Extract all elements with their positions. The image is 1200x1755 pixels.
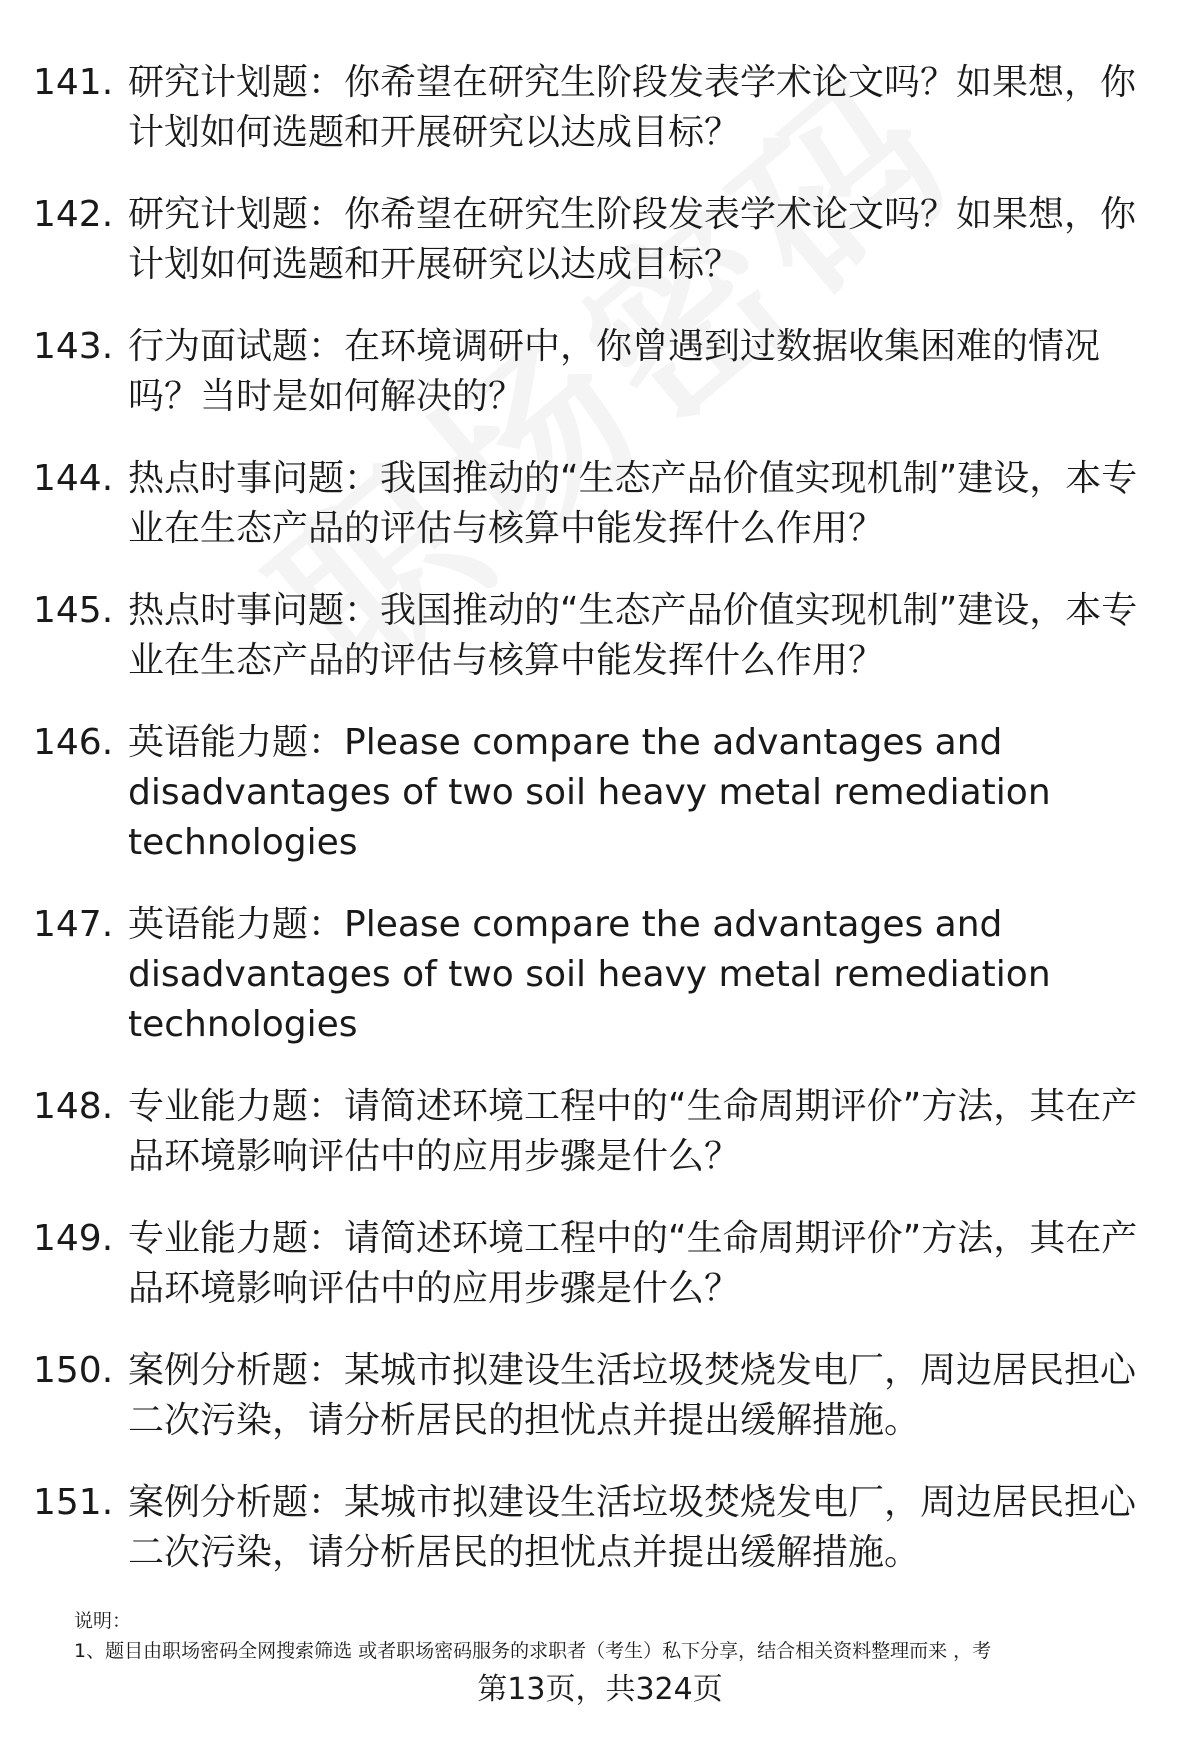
- question-text: 研究计划题：你希望在研究生阶段发表学术论文吗？如果想，你计划如何选题和开展研究以达成目标？: [128, 62, 1137, 153]
- question-item: [0, 58, 1200, 158]
- notes-heading: 说明：: [74, 1610, 132, 1632]
- question-item: [0, 718, 1200, 868]
- question-number: 146.: [33, 722, 114, 763]
- question-text: 专业能力题：请简述环境工程中的“生命周期评价”方法，其在产品环境影响评估中的应用步骤是什么？: [128, 1086, 1138, 1177]
- question-number: 142.: [33, 194, 114, 235]
- question-item: [0, 454, 1200, 554]
- notes-section: [74, 1606, 1174, 1666]
- question-item: [0, 586, 1200, 686]
- question-number: 141.: [33, 62, 114, 103]
- question-number: 144.: [33, 458, 114, 499]
- question-text: 热点时事问题：我国推动的“生态产品价值实现机制”建设，本专业在生态产品的评估与核算中能发挥什么作用？: [128, 458, 1138, 549]
- question-number: 147.: [33, 904, 114, 945]
- question-text: 热点时事问题：我国推动的“生态产品价值实现机制”建设，本专业在生态产品的评估与核算中能发挥什么作用？: [128, 590, 1138, 681]
- question-item: [0, 1214, 1200, 1314]
- page-footer: 第13页，共324页: [477, 1672, 723, 1707]
- question-text: 案例分析题：某城市拟建设生活垃圾焚烧发电厂，周边居民担心二次污染，请分析居民的担忧点并提出缓解措施。: [128, 1350, 1137, 1441]
- question-number: 150.: [33, 1350, 114, 1391]
- question-text: 英语能力题：Please compare the advantages and disadvantages of two soil heavy metal remediation technologies: [128, 722, 1051, 863]
- question-list: [0, 58, 1200, 1610]
- question-item: [0, 1478, 1200, 1578]
- question-item: [0, 900, 1200, 1050]
- question-number: 148.: [33, 1086, 114, 1127]
- question-text: 案例分析题：某城市拟建设生活垃圾焚烧发电厂，周边居民担心二次污染，请分析居民的担忧点并提出缓解措施。: [128, 1482, 1137, 1573]
- question-number: 143.: [33, 326, 114, 367]
- question-item: [0, 1346, 1200, 1446]
- question-number: 151.: [33, 1482, 114, 1523]
- question-text: 专业能力题：请简述环境工程中的“生命周期评价”方法，其在产品环境影响评估中的应用步骤是什么？: [128, 1218, 1138, 1309]
- question-number: 145.: [33, 590, 114, 631]
- question-text: 研究计划题：你希望在研究生阶段发表学术论文吗？如果想，你计划如何选题和开展研究以达成目标？: [128, 194, 1137, 285]
- notes-line: 1、题目由职场密码全网搜索筛选 或者职场密码服务的求职者（考生）私下分享，结合相关资料整理而来 ，考: [74, 1640, 992, 1662]
- question-item: [0, 322, 1200, 422]
- question-text: 英语能力题：Please compare the advantages and disadvantages of two soil heavy metal remediation technologies: [128, 904, 1051, 1045]
- question-item: [0, 1082, 1200, 1182]
- question-item: [0, 190, 1200, 290]
- question-text: 行为面试题：在环境调研中，你曾遇到过数据收集困难的情况吗？当时是如何解决的？: [128, 326, 1101, 417]
- question-number: 149.: [33, 1218, 114, 1259]
